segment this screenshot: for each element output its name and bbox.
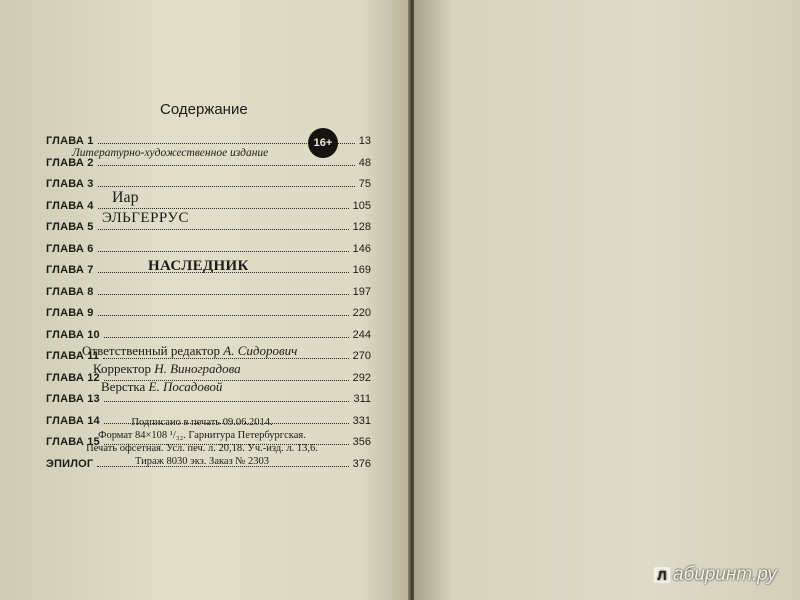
toc-entry: [46, 200, 371, 222]
toc-page-number: 220: [352, 307, 371, 319]
credit-line: [82, 360, 297, 378]
credit-role: Верстка: [101, 379, 146, 394]
toc-page-number: 270: [352, 350, 371, 362]
toc-leader: [98, 307, 349, 316]
toc-page-number: 376: [352, 457, 371, 470]
toc-entry: [46, 286, 371, 308]
toc-chapter: ГЛАВА 11: [46, 350, 100, 362]
toc-page-number: 292: [352, 371, 371, 384]
toc-chapter: ГЛАВА 9: [46, 307, 94, 319]
print-line: Печать офсетная. Усл. печ. л. 20,18. Уч.-изд. л. 13,6.: [86, 443, 318, 454]
toc-chapter: ЭПИЛОГ: [46, 457, 94, 470]
toc-leader: [98, 286, 349, 295]
toc-page-number: 244: [352, 328, 371, 341]
toc-page-number: 169: [352, 264, 371, 276]
print-line: Подписано в печать 09.06.2014.: [131, 417, 273, 428]
toc-entry: [46, 221, 371, 243]
watermark: [654, 564, 777, 586]
credit-line: [82, 342, 297, 360]
toc-chapter: ГЛАВА 12: [46, 371, 100, 384]
toc-page-number: 13: [358, 135, 371, 147]
toc-page-number: 75: [358, 178, 371, 190]
toc-page-number: 146: [352, 242, 371, 255]
author-last-name: ЭЛЬГЕРРУС: [102, 210, 190, 226]
toc-chapter: ГЛАВА 14: [46, 414, 100, 427]
credit-name: Е. Посадовой: [148, 379, 223, 394]
toc-chapter: ГЛАВА 10: [46, 328, 100, 341]
credit-line: [82, 378, 297, 396]
toc-entry: [46, 393, 371, 415]
toc-page-number: 311: [353, 393, 371, 405]
watermark-text: абиринт.ру: [673, 564, 777, 585]
toc-chapter: ГЛАВА 3: [46, 178, 94, 190]
book-title: НАСЛЕДНИК: [148, 258, 249, 274]
right-page: [414, 0, 800, 600]
toc-chapter: ГЛАВА 1: [46, 135, 94, 147]
credit-role: Ответственный редактор: [82, 343, 221, 358]
toc-chapter: ГЛАВА 5: [46, 221, 94, 233]
toc-page-number: 356: [352, 436, 371, 448]
print-line: Тираж 8030 экз. Заказ № 2303: [135, 456, 269, 467]
credit-name: А. Сидорович: [223, 343, 298, 358]
toc-entry: [46, 157, 371, 179]
toc-leader: [104, 329, 349, 338]
toc-chapter: ГЛАВА 13: [46, 393, 100, 405]
toc-chapter: ГЛАВА 6: [46, 242, 94, 255]
toc-chapter: ГЛАВА 8: [46, 285, 94, 298]
author-first-name: Иар: [112, 189, 139, 206]
toc-page-number: 48: [358, 156, 371, 169]
age-rating-badge: 16+: [308, 128, 338, 158]
toc-chapter: ГЛАВА 15: [46, 436, 100, 448]
credit-role: Корректор: [93, 361, 151, 376]
toc-page-number: 331: [352, 414, 371, 427]
print-details: [72, 416, 332, 468]
toc-leader: [98, 243, 349, 252]
toc-chapter: ГЛАВА 7: [46, 264, 94, 276]
toc-page-number: 128: [352, 221, 371, 233]
labirint-logo-icon: Л: [654, 567, 670, 583]
print-line: Формат 84×108 ¹/₃₂. Гарнитура Петербургская.: [98, 430, 306, 441]
toc-entry: [46, 307, 371, 329]
edition-type: Литературно-художественное издание: [72, 147, 269, 159]
toc-page-number: 105: [352, 199, 371, 212]
toc-chapter: ГЛАВА 2: [46, 156, 94, 169]
toc-page-number: 197: [352, 285, 371, 298]
toc-entry: [46, 178, 371, 200]
credits: [82, 342, 297, 396]
toc-chapter: ГЛАВА 4: [46, 199, 94, 212]
credit-name: Н. Виноградова: [154, 361, 241, 376]
toc-leader: [98, 178, 355, 187]
toc-title: Содержание: [160, 101, 248, 118]
